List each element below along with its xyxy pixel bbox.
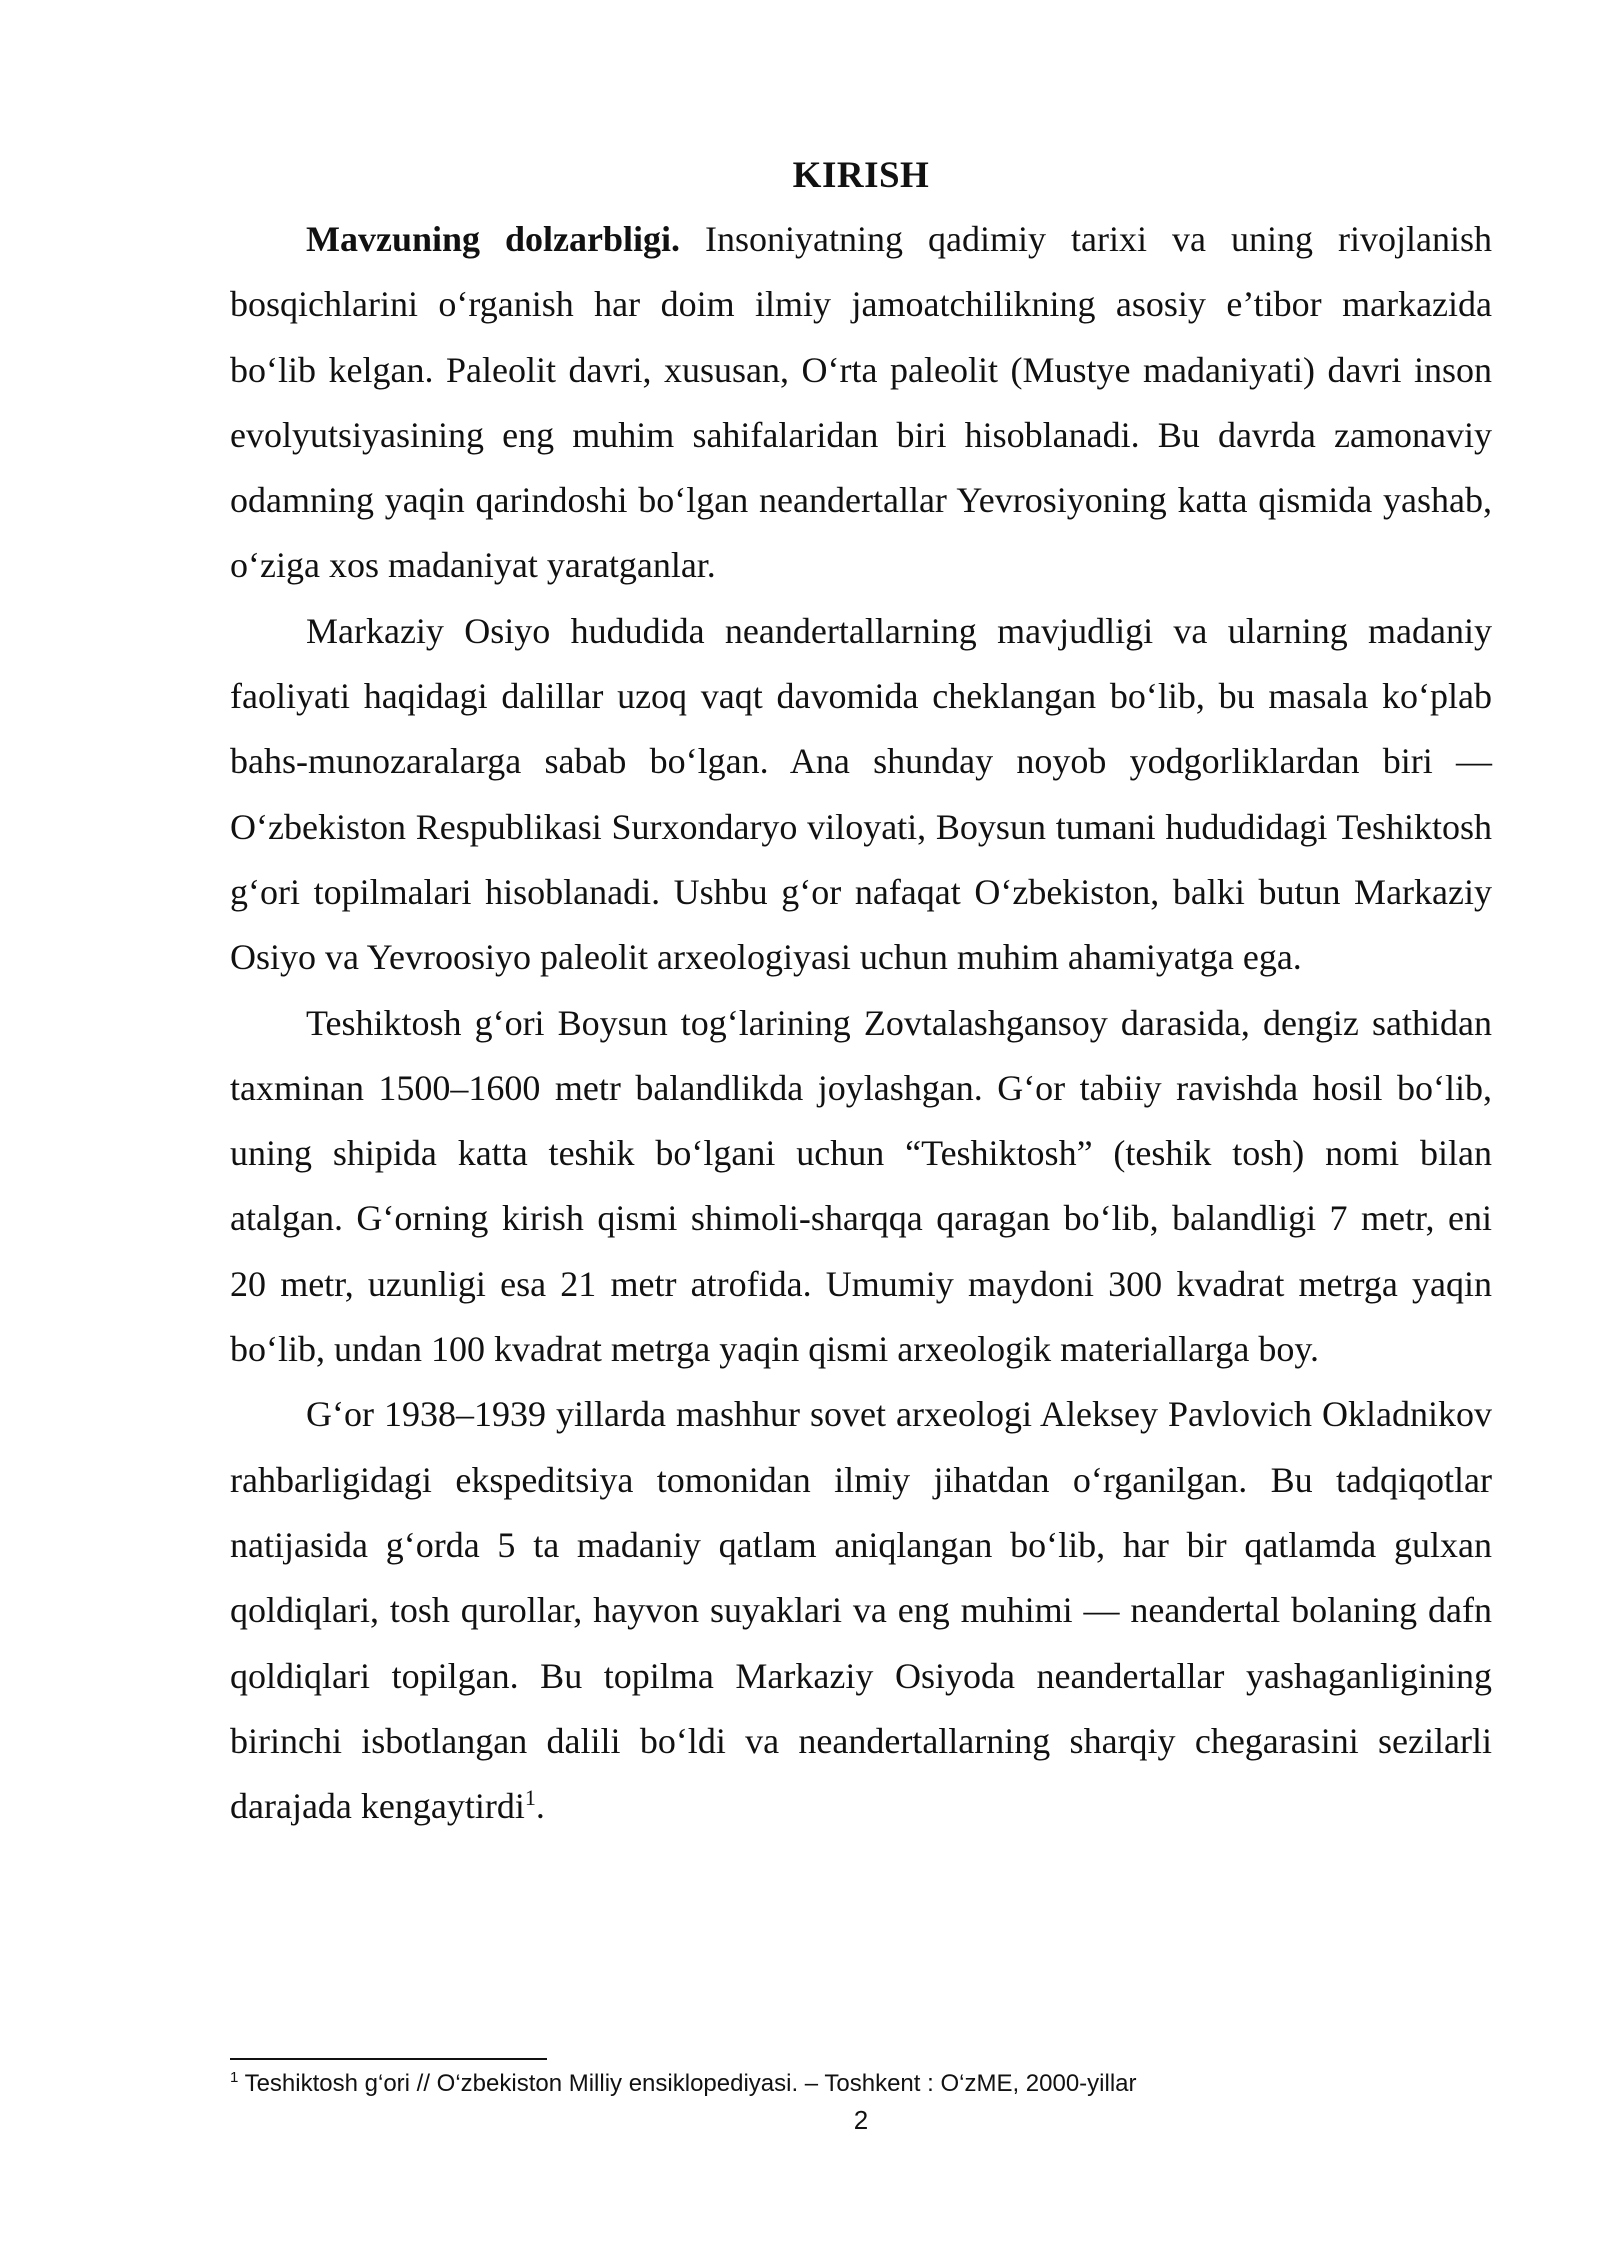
paragraph-cave-location: Teshiktosh g‘ori Boysun tog‘larining Zovtalashgansoy darasida, dengiz sathidan taxminan 1500–1600 metr balandlikda joylashgan. G‘or tabiiy ravishda hosil bo‘lib, uning shipida katta teshik bo‘lgani uchun “Teshiktosh” (teshik tosh) nomi bilan atalgan. G‘orning kirish qismi shimoli-sharqqa qaragan bo‘lib, balandligi 7 metr, eni 20 metr, uzunligi esa 21 metr atrofida. Umumiy maydoni 300 kvadrat metrga yaqin bo‘lib, undan 100 kvadrat metrga yaqin qismi arxeologik materiallarga boy. bbox=[230, 1002, 1492, 1370]
paragraph-relevance bbox=[230, 207, 1492, 599]
section-title: KIRISH bbox=[792, 155, 930, 196]
paragraph-tail: . bbox=[535, 1786, 545, 1827]
paragraph-central-asia: Markaziy Osiyo hududida neandertallarning mavjudligi va ularning madaniy faoliyati haqidagi dalillar uzoq vaqt davomida cheklangan bo‘lib, bu masala ko‘plab bahs-munozaralarga sabab bo‘lgan. Ana shunday noyob yodgorliklardan biri — O‘zbekiston Respublikasi Surxondaryo viloyati, Boysun tumani hududidagi Teshiktosh g‘ori topilmalari hisoblanadi. Ushbu g‘or nafaqat O‘zbekiston, balki butun Markaziy Osiyo va Yevroosiyo paleolit arxeologiyasi uchun muhim ahamiyatga ega. bbox=[230, 610, 1492, 978]
paragraph-lead: Mavzuning dolzarbligi. bbox=[306, 219, 681, 259]
page-body bbox=[230, 145, 1492, 1839]
page-number: 2 bbox=[853, 2105, 869, 2135]
paragraph-excavation bbox=[230, 1382, 1492, 1839]
footnote-text: Teshiktosh g‘ori // O‘zbekiston Milliy ensiklopediyasi. – Toshkent : O‘zME, 2000-yillar bbox=[238, 2070, 1137, 2097]
footnote-reference[interactable]: 1 bbox=[524, 1785, 536, 1811]
paragraph-text: Insoniyatning qadimiy tarixi va uning rivojlanish bosqichlarini o‘rganish har doim ilmiy jamoatchilikning asosiy e’tibor markazida bo‘lib kelgan. Paleolit davri, xususan, O‘rta paleolit (Mustye madaniyati) davri inson evolyutsiyasining eng muhim sahifalaridan biri hisoblanadi. Bu davrda zamonaviy odamning yaqin qarindoshi bo‘lgan neandertallar Yevrosiyoning katta qismida yashab, o‘ziga xos madaniyat yaratganlar. bbox=[230, 219, 1493, 586]
footnote bbox=[230, 2068, 1492, 2100]
footnote-separator bbox=[230, 2058, 547, 2060]
footnote-marker: 1 bbox=[230, 2069, 239, 2086]
paragraph-text: G‘or 1938–1939 yillarda mashhur sovet arxeologi Aleksey Pavlovich Okladnikov rahbarligidagi ekspeditsiya tomonidan ilmiy jihatdan o‘rganilgan. Bu tadqiqotlar natijasida g‘orda 5 ta madaniy qatlam aniqlangan bo‘lib, har bir qatlamda gulxan qoldiqlari, tosh qurollar, hayvon suyaklari va eng muhimi — neandertal bolaning dafn qoldiqlari topilgan. Bu topilma Markaziy Osiyoda neandertallar yashaganligining birinchi isbotlangan dalili bo‘ldi va neandertallarning sharqiy chegarasini sezilarli darajada kengaytirdi bbox=[230, 1394, 1492, 1827]
